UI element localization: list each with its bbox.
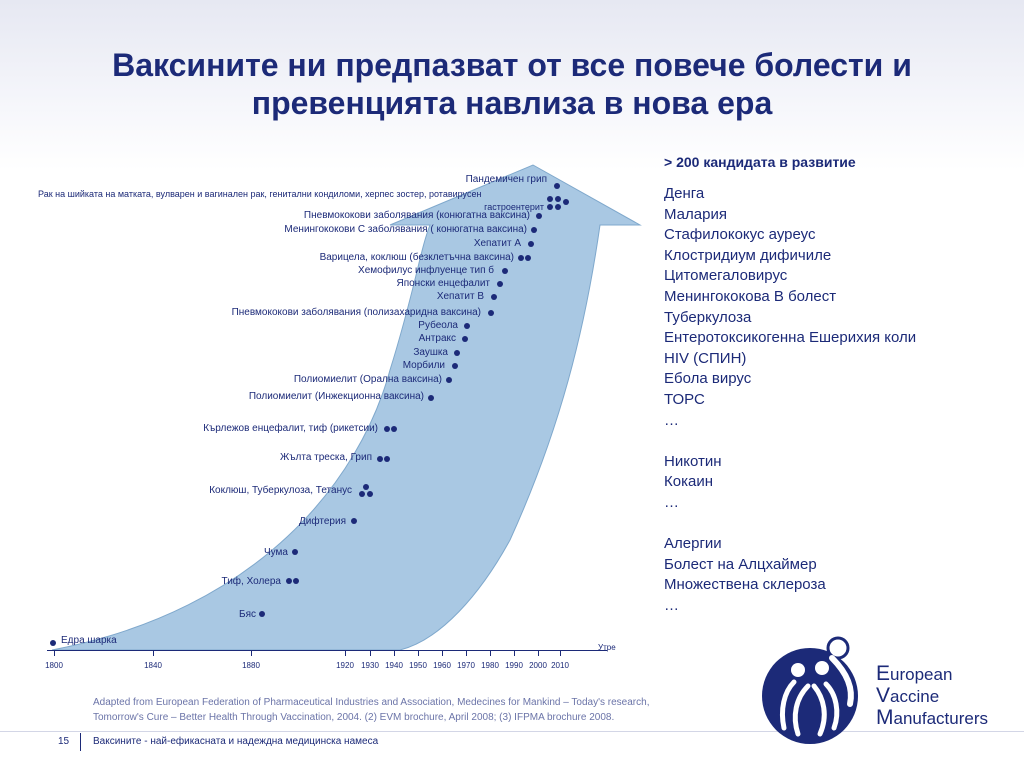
milestone-dot bbox=[555, 204, 561, 210]
milestone-dot bbox=[554, 183, 560, 189]
milestone-dot bbox=[292, 549, 298, 555]
milestone-dot bbox=[452, 363, 458, 369]
year-label: 1970 bbox=[457, 661, 475, 670]
candidate-item: Болест на Алцхаймер bbox=[664, 555, 817, 573]
milestone-dot bbox=[454, 350, 460, 356]
candidate-item: Туберкулоза bbox=[664, 308, 752, 326]
milestone-dot bbox=[286, 578, 292, 584]
milestone-anthrax: Антракс bbox=[418, 333, 456, 344]
year-label: 1960 bbox=[433, 661, 451, 670]
timeline-tick bbox=[251, 650, 252, 656]
logo-cap: V bbox=[876, 684, 891, 707]
milestone-measles: Морбили bbox=[402, 360, 445, 371]
timeline-tick bbox=[345, 650, 346, 656]
timeline-tick bbox=[466, 650, 467, 656]
milestone-plague: Чума bbox=[264, 547, 288, 558]
candidates-header: > 200 кандидата в развитие bbox=[664, 154, 856, 170]
title-line-1: Ваксините ни предпазват от все повече болести и bbox=[112, 47, 912, 83]
milestone-dot bbox=[555, 196, 561, 202]
source-note bbox=[93, 695, 753, 725]
candidate-item: ТОРС bbox=[664, 390, 705, 408]
candidate-item: … bbox=[664, 493, 679, 511]
footer-divider bbox=[0, 731, 1024, 732]
milestone-jap-enc: Японски енцефалит bbox=[396, 278, 490, 289]
timeline-future-dash bbox=[560, 650, 596, 651]
milestone-varicella: Варицела, коклюш (безклетъчна ваксина) bbox=[319, 252, 514, 263]
year-label: 1800 bbox=[45, 661, 63, 670]
candidate-item: Менингококова В болест bbox=[664, 287, 837, 305]
milestone-dot bbox=[377, 456, 383, 462]
milestone-hepb: Хепатит В bbox=[436, 291, 484, 302]
milestone-smallpox: Едра шарка bbox=[61, 635, 117, 646]
milestone-yellow: Жълта треска, Грип bbox=[280, 452, 372, 463]
milestone-dot bbox=[491, 294, 497, 300]
timeline-tick bbox=[538, 650, 539, 656]
milestone-dot bbox=[536, 213, 542, 219]
logo-cap: E bbox=[876, 662, 891, 685]
timeline-tick bbox=[394, 650, 395, 656]
candidate-item: Малария bbox=[664, 205, 727, 223]
candidates-list bbox=[664, 184, 916, 616]
candidate-item: Никотин bbox=[664, 452, 722, 470]
milestone-dot bbox=[359, 491, 365, 497]
milestone-pertussis: Коклюш, Туберкулоза, Тетанус bbox=[209, 485, 352, 496]
milestone-hepa: Хепатит А bbox=[473, 238, 521, 249]
footer-separator bbox=[80, 733, 81, 751]
year-label: 1930 bbox=[361, 661, 379, 670]
candidate-item: … bbox=[664, 596, 679, 614]
timeline-tick bbox=[418, 650, 419, 656]
candidate-item: Множествена склероза bbox=[664, 576, 826, 594]
timeline-tick bbox=[54, 650, 55, 656]
milestone-dot bbox=[464, 323, 470, 329]
future-label: Утре bbox=[598, 643, 616, 652]
milestone-dot bbox=[531, 227, 537, 233]
year-label: 2000 bbox=[529, 661, 547, 670]
timeline-tick bbox=[560, 650, 561, 656]
milestone-dot bbox=[259, 611, 265, 617]
year-label: 1840 bbox=[144, 661, 162, 670]
year-label: 1980 bbox=[481, 661, 499, 670]
milestone-pandemic: Пандемичен грип bbox=[465, 174, 547, 185]
candidate-item: Ентеротоксикогенна Ешерихия коли bbox=[664, 329, 917, 347]
timeline-tick bbox=[442, 650, 443, 656]
year-label: 2010 bbox=[551, 661, 569, 670]
source-line-2: Tomorrow's Cure – Better Health Through Vaccination, 2004. (2) EVM brochure, April 2008; (3) IFPMA brochure 2008. bbox=[93, 712, 615, 723]
milestone-polio-inj: Полиомиелит (Инжекционна ваксина) bbox=[248, 391, 424, 402]
milestone-mumps: Заушка bbox=[413, 347, 448, 358]
milestone-dot bbox=[446, 377, 452, 383]
timeline-tick bbox=[490, 650, 491, 656]
milestone-cervical: Рак на шийката на матката, вулварен и вагинален рак, генитални кондиломи, херпес зостер, ротавирусен bbox=[38, 189, 482, 199]
milestone-diphtheria: Дифтерия bbox=[299, 516, 346, 527]
milestone-hib: Хемофилус инфлуенце тип б bbox=[358, 265, 494, 276]
source-line-1: Adapted from European Federation of Pharmaceutical Industries and Association, Medecines for Mankind – Today's research, bbox=[93, 697, 650, 708]
candidate-item: Клостридиум дифичиле bbox=[664, 246, 832, 264]
arrow-shape bbox=[52, 165, 640, 650]
logo-word: uropean bbox=[890, 665, 953, 684]
logo-cap: M bbox=[876, 706, 894, 729]
milestone-typhoid: Тиф, Холера bbox=[221, 576, 281, 587]
year-label: 1950 bbox=[409, 661, 427, 670]
milestone-dot bbox=[547, 196, 553, 202]
logo-word: accine bbox=[890, 687, 940, 706]
candidate-item: … bbox=[664, 411, 679, 429]
milestone-tbe: Кърлежов енцефалит, тиф (рикетсии) bbox=[203, 423, 378, 434]
timeline-tick bbox=[370, 650, 371, 656]
milestone-dot bbox=[428, 395, 434, 401]
milestone-polio-oral: Полиомиелит (Орална ваксина) bbox=[293, 374, 442, 385]
milestone-dot bbox=[497, 281, 503, 287]
milestone-dot bbox=[525, 255, 531, 261]
title-line-2: превенцията навлиза в нова ера bbox=[251, 85, 773, 121]
milestone-rabies: Бяс bbox=[239, 609, 256, 620]
candidate-item: Ебола вирус bbox=[664, 370, 752, 388]
milestone-dot bbox=[293, 578, 299, 584]
milestone-dot bbox=[351, 518, 357, 524]
milestone-dot bbox=[50, 640, 56, 646]
year-label: 1940 bbox=[385, 661, 403, 670]
page-number: 15 bbox=[58, 736, 70, 747]
milestone-dot bbox=[363, 484, 369, 490]
milestone-dot bbox=[563, 199, 569, 205]
milestone-pneumo-poly: Пневмококови заболявания (полизахаридна ваксина) bbox=[231, 307, 481, 318]
milestone-dot bbox=[391, 426, 397, 432]
candidate-item: HIV (СПИН) bbox=[664, 349, 747, 367]
milestone-gastro: гастроентерит bbox=[484, 202, 544, 212]
candidate-item: Стафилококус ауреус bbox=[664, 226, 816, 244]
milestone-dot bbox=[384, 456, 390, 462]
candidate-item: Кокаин bbox=[664, 473, 713, 491]
milestone-pneumo-conj: Пневмококови заболявания (конюгатна ваксина) bbox=[303, 210, 530, 221]
milestone-dot bbox=[502, 268, 508, 274]
milestone-dot bbox=[547, 204, 553, 210]
candidate-spacer bbox=[664, 431, 916, 452]
year-label: 1920 bbox=[336, 661, 354, 670]
year-label: 1990 bbox=[505, 661, 523, 670]
milestone-dot bbox=[367, 491, 373, 497]
logo-word: anufacturers bbox=[893, 709, 988, 728]
milestone-dot bbox=[518, 255, 524, 261]
milestone-dot bbox=[528, 241, 534, 247]
timeline-tick bbox=[153, 650, 154, 656]
candidate-item: Денга bbox=[664, 185, 705, 202]
evm-logo-icon bbox=[758, 630, 868, 750]
milestone-rubella: Рубеола bbox=[418, 320, 458, 331]
timeline-axis bbox=[47, 650, 607, 651]
candidate-item: Алергии bbox=[664, 535, 722, 553]
year-label: 1880 bbox=[242, 661, 260, 670]
candidate-spacer bbox=[664, 514, 916, 535]
milestone-dot bbox=[488, 310, 494, 316]
milestone-mening: Менингококови С заболявания ( конюгатна ваксина) bbox=[284, 224, 527, 235]
candidate-item: Цитомегаловирус bbox=[664, 267, 788, 285]
footer-text: Ваксините - най-ефикасната и надеждна медицинска намеса bbox=[93, 736, 379, 747]
milestone-dot bbox=[462, 336, 468, 342]
evm-logo-text bbox=[876, 663, 988, 729]
milestone-dot bbox=[384, 426, 390, 432]
timeline-tick bbox=[514, 650, 515, 656]
